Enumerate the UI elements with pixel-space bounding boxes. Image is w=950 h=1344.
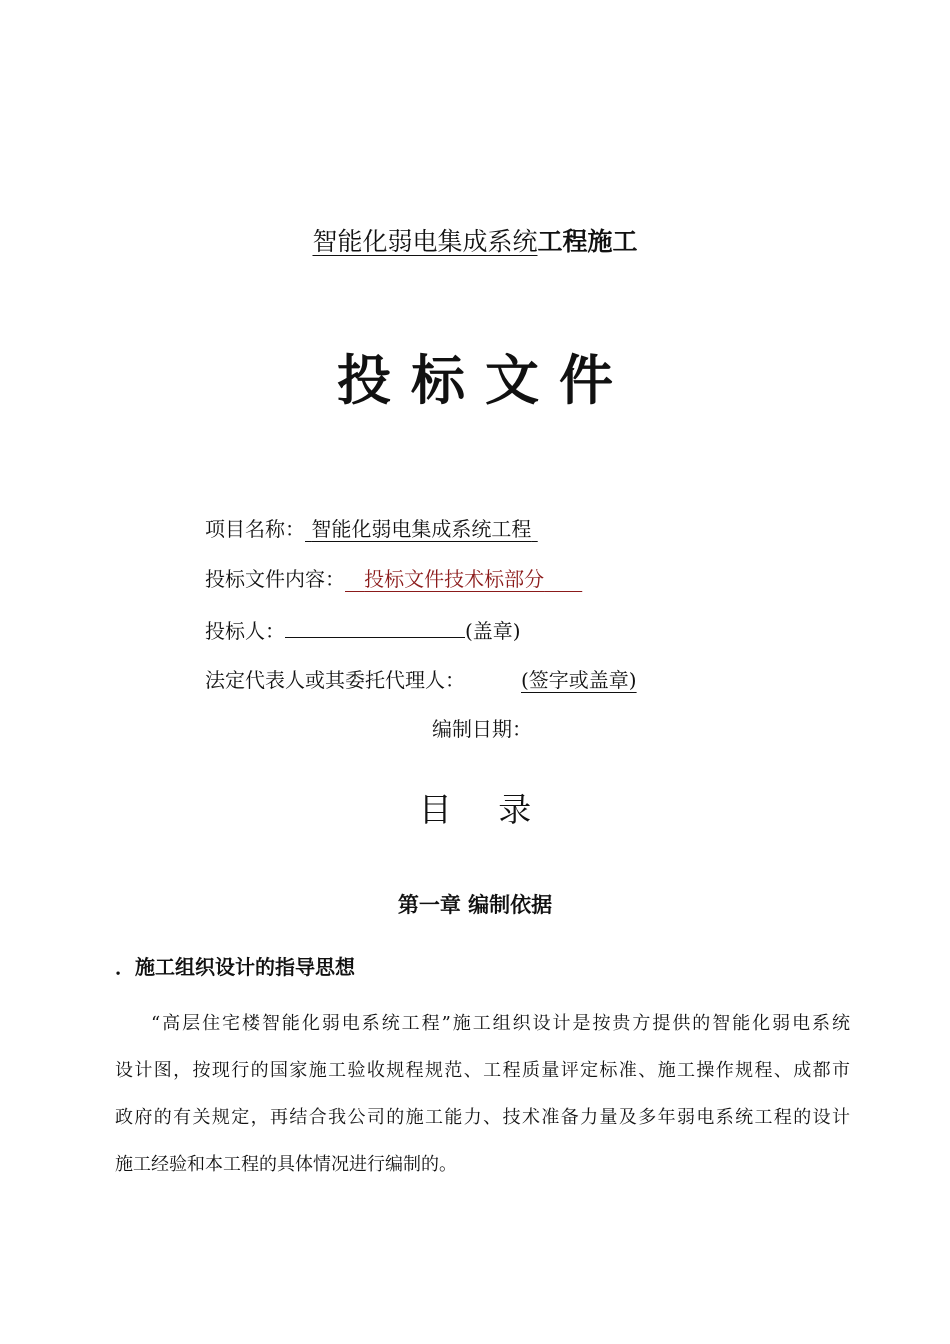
paragraph-line: 施工经验和本工程的具体情况进行编制的。 (115, 1154, 457, 1175)
representative-value: (签字或盖章) (521, 668, 637, 692)
bidder-suffix: (盖章) (465, 619, 521, 643)
paragraph-line: “高层住宅楼智能化弱电系统工程”施工组织设计是按贵方提供的智能化弱电系统 (151, 1013, 850, 1034)
content-label: 投标文件内容： (205, 567, 345, 591)
bidder-field (205, 615, 521, 645)
bidder-blank-line (285, 615, 465, 638)
project-title-underlined: 智能化弱电集成系统 (312, 227, 538, 256)
date-label: 编制日期： (432, 717, 532, 741)
project-name-label: 项目名称： (205, 517, 305, 541)
representative-label: 法定代表人或其委托代理人： (205, 668, 465, 692)
paragraph-line: 政府的有关规定，再结合我公司的施工能力、技术准备力量及多年弱电系统工程的设计 (115, 1107, 850, 1128)
toc-title: 目 录 (418, 790, 550, 829)
content-field (205, 565, 582, 593)
document-title: 投标文件 (337, 348, 633, 412)
project-name-value: 智能化弱电集成系统工程 (311, 517, 532, 541)
section-heading: ．施工组织设计的指导思想 (115, 955, 355, 979)
representative-field (205, 665, 637, 694)
content-value: 投标文件技术标部分 (364, 567, 545, 591)
paragraph-line: 设计图，按现行的国家施工验收规程规范、工程质量评定标准、施工操作规程、成都市 (115, 1060, 850, 1081)
chapter-heading: 第一章 编制依据 (397, 893, 553, 917)
paragraph (115, 1000, 850, 1188)
bidder-label: 投标人： (205, 619, 285, 643)
project-title (0, 226, 950, 258)
project-name-field (205, 515, 538, 543)
project-title-suffix: 工程施工 (537, 227, 638, 256)
